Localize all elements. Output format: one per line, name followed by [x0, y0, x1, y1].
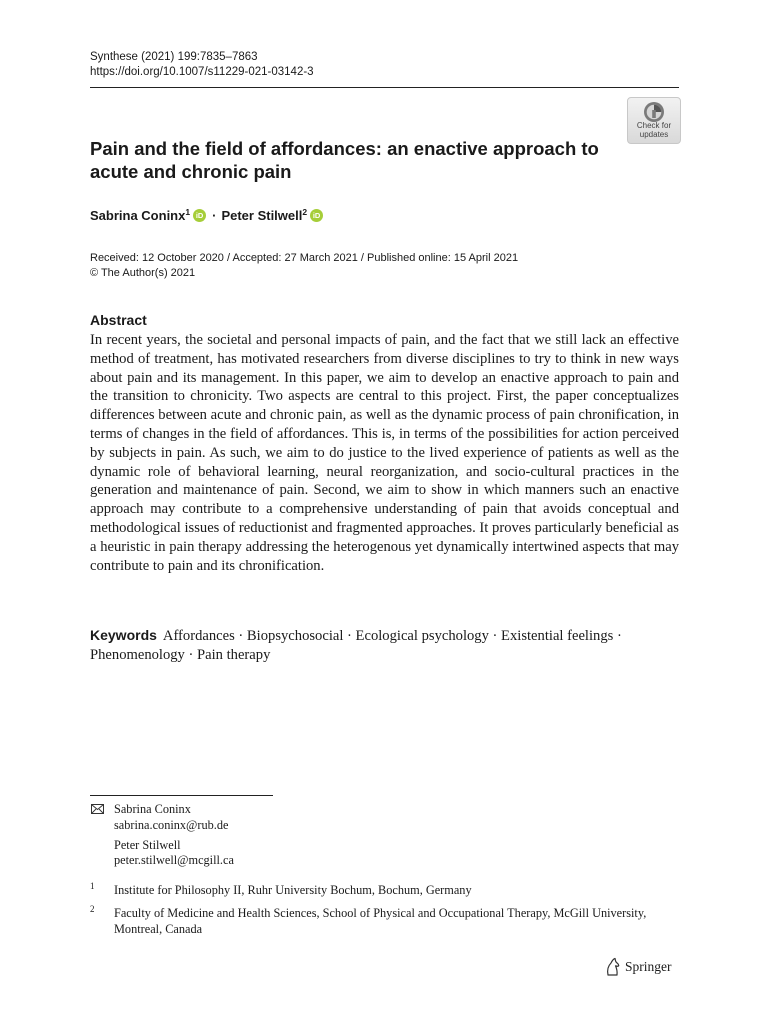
footnote-rule	[90, 795, 273, 796]
abstract-heading: Abstract	[90, 312, 147, 328]
publisher-logo	[604, 957, 672, 977]
contact-email[interactable]: sabrina.coninx@rub.de	[114, 818, 229, 832]
affiliation-text: Faculty of Medicine and Health Sciences, School of Physical and Occupational Therapy, McGill University, Montreal, Canada	[114, 906, 647, 936]
affiliation-text: Institute for Philosophy II, Ruhr University Bochum, Bochum, Germany	[114, 883, 472, 897]
abstract-body: In recent years, the societal and personal impacts of pain, and the fact that we still lack an effective method of treatment, has motivated researchers from diverse disciplines to try to think in new ways about pain and its management. In this paper, we aim to develop an enactive approach to pain and the transition to chronicity. Two aspects are central to this project. First, the paper conceptualizes differences between acute and chronic pain, as well as the dynamic process of pain chronification, in terms of changes in the field of affordances. This is, in terms of the possibilities for action perceived by subjects in pain. As such, we aim to do justice to the lived experience of patients as well as the dynamic role of behavioral learning, neural reorganization, and socio-cultural practices in the generation and maintenance of pain. Second, we aim to show in which manners such an enactive approach may contribute to a comprehensive understanding of pain that avoids conceptual and methodological issues of reductionist and fragmented approaches. It proves particularly beneficial as a heuristic in pain therapy addressing the heterogenous yet dynamically intertwined aspects that may contribute to pain and its chronification.	[90, 332, 679, 574]
springer-horse-icon	[604, 957, 621, 977]
publication-history	[90, 251, 518, 280]
affiliation-number: 1	[90, 881, 95, 891]
publisher-name: Springer	[625, 959, 672, 974]
check-for-updates-icon	[643, 101, 665, 123]
article-title: Pain and the field of affordances: an enactive approach to acute and chronic pain	[90, 138, 599, 182]
check-for-updates-badge[interactable]	[627, 97, 681, 144]
badge-line-1: Check for	[636, 121, 672, 130]
keywords-heading: Keywords	[90, 627, 157, 643]
journal-citation	[90, 50, 314, 79]
author-name[interactable]: Peter Stilwell	[221, 208, 303, 223]
orcid-icon[interactable]: iD	[193, 209, 206, 222]
contact-name: Peter Stilwell	[114, 838, 181, 852]
affiliation-number: 2	[90, 904, 95, 914]
contact-name: Sabrina Coninx	[114, 802, 191, 816]
author-separator: ·	[212, 208, 217, 223]
author-name[interactable]: Sabrina Coninx	[90, 208, 186, 223]
copyright-line: © The Author(s) 2021	[90, 266, 196, 279]
orcid-icon[interactable]: iD	[310, 209, 323, 222]
envelope-icon	[91, 804, 104, 814]
doi-link[interactable]: https://doi.org/10.1007/s11229-021-03142-3	[90, 65, 314, 78]
author-list	[90, 208, 327, 223]
badge-line-2: updates	[639, 129, 669, 139]
contact-email[interactable]: peter.stilwell@mcgill.ca	[114, 853, 234, 867]
keywords-list: Affordances · Biopsychosocial · Ecological psychology · Existential feelings · Phenomenology · Pain therapy	[90, 628, 622, 663]
keywords-block	[90, 626, 679, 665]
header-rule	[90, 87, 679, 88]
author-affiliation-mark: 1	[185, 206, 191, 217]
journal-line: Synthese (2021) 199:7835–7863	[90, 51, 258, 63]
dates-line: Received: 12 October 2020 / Accepted: 27 March 2021 / Published online: 15 April 2021	[90, 252, 519, 264]
author-affiliation-mark: 2	[302, 206, 308, 217]
